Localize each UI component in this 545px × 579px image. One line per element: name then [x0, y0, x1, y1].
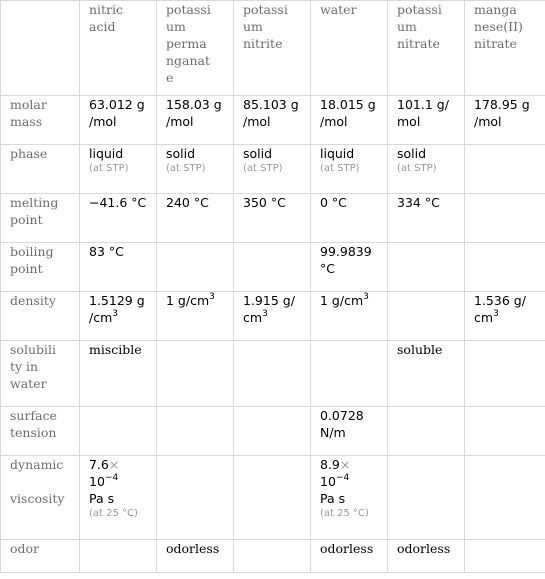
cell-phase-manganese-nitrate	[465, 145, 545, 194]
cell-solubility-water	[311, 341, 388, 407]
cell-dynamic-viscosity-water: 8.9× $10^{-4}$ Pa s (at 25 °C)	[311, 456, 388, 540]
cell-density-water: 1 $g/cm^3$	[311, 292, 388, 341]
cell-phase-potassium-nitrite: solid (at STP)	[234, 145, 311, 194]
cell-dynamic-viscosity-manganese-nitrate	[465, 456, 545, 540]
cell-odor-potassium-nitrite	[234, 540, 311, 573]
cell-molar-mass-water: 18.015 g /mol	[311, 96, 388, 145]
row-label-molar-mass: molar mass	[1, 96, 80, 145]
row-density	[1, 292, 545, 341]
cell-solubility-potassium-nitrate: soluble	[388, 341, 465, 407]
row-label-boiling-point: boiling point	[1, 243, 80, 292]
row-label-odor: odor	[1, 540, 80, 573]
cell-phase-nitric-acid: liquid (at STP)	[80, 145, 157, 194]
cell-boiling-point-potassium-permanganate	[157, 243, 234, 292]
cell-surface-tension-potassium-nitrite	[234, 407, 311, 456]
cell-melting-point-potassium-nitrate: 334 °C	[388, 194, 465, 243]
cell-melting-point-nitric-acid: −41.6 °C	[80, 194, 157, 243]
cell-dynamic-viscosity-nitric-acid: 7.6× $10^{-4}$ Pa s (at 25 °C)	[80, 456, 157, 540]
cell-surface-tension-potassium-permanganate	[157, 407, 234, 456]
row-dynamic-viscosity	[1, 456, 545, 540]
row-odor	[1, 540, 545, 573]
cell-melting-point-manganese-nitrate	[465, 194, 545, 243]
cell-molar-mass-potassium-nitrite: 85.103 g /mol	[234, 96, 311, 145]
cell-phase-potassium-nitrate: solid (at STP)	[388, 145, 465, 194]
column-header-potassium-nitrite: potassi um nitrite	[234, 1, 311, 96]
cell-density-potassium-nitrite: 1.915 g/ $cm^3$	[234, 292, 311, 341]
cell-density-potassium-nitrate	[388, 292, 465, 341]
cell-boiling-point-water: 99.9839 °C	[311, 243, 388, 292]
row-label-phase: phase	[1, 145, 80, 194]
column-header-water: water	[311, 1, 388, 96]
cell-melting-point-water: 0 °C	[311, 194, 388, 243]
row-boiling-point	[1, 243, 545, 292]
cell-solubility-potassium-nitrite	[234, 341, 311, 407]
row-solubility	[1, 341, 545, 407]
cell-surface-tension-manganese-nitrate	[465, 407, 545, 456]
row-surface-tension	[1, 407, 545, 456]
row-label-melting-point: melting point	[1, 194, 80, 243]
cell-odor-potassium-nitrate: odorless	[388, 540, 465, 573]
cell-density-potassium-permanganate: 1 $g/cm^3$	[157, 292, 234, 341]
cell-density-nitric-acid: 1.5129 g $/cm^3$	[80, 292, 157, 341]
header-row	[1, 1, 545, 96]
cell-molar-mass-potassium-permanganate: 158.03 g /mol	[157, 96, 234, 145]
column-header-potassium-nitrate: potassi um nitrate	[388, 1, 465, 96]
corner-cell	[1, 1, 80, 96]
cell-melting-point-potassium-permanganate: 240 °C	[157, 194, 234, 243]
cell-phase-water: liquid (at STP)	[311, 145, 388, 194]
cell-dynamic-viscosity-potassium-nitrate	[388, 456, 465, 540]
cell-density-manganese-nitrate: 1.536 g/ $cm^3$	[465, 292, 545, 341]
cell-odor-water: odorless	[311, 540, 388, 573]
cell-solubility-manganese-nitrate	[465, 341, 545, 407]
cell-molar-mass-potassium-nitrate: 101.1 g/ mol	[388, 96, 465, 145]
row-label-solubility: solubili ty in water	[1, 341, 80, 407]
row-melting-point	[1, 194, 545, 243]
cell-surface-tension-water: 0.0728 N/m	[311, 407, 388, 456]
column-header-potassium-permanganate: potassi um perma nganat e	[157, 1, 234, 96]
row-label-density: density	[1, 292, 80, 341]
row-phase	[1, 145, 545, 194]
column-header-manganese-nitrate: manga nese(II) nitrate	[465, 1, 545, 96]
cell-boiling-point-potassium-nitrate	[388, 243, 465, 292]
cell-odor-potassium-permanganate: odorless	[157, 540, 234, 573]
cell-molar-mass-nitric-acid: 63.012 g /mol	[80, 96, 157, 145]
cell-odor-manganese-nitrate	[465, 540, 545, 573]
column-header-nitric-acid: nitric acid	[80, 1, 157, 96]
cell-melting-point-potassium-nitrite: 350 °C	[234, 194, 311, 243]
cell-boiling-point-nitric-acid: 83 °C	[80, 243, 157, 292]
cell-molar-mass-manganese-nitrate: 178.95 g /mol	[465, 96, 545, 145]
cell-boiling-point-potassium-nitrite	[234, 243, 311, 292]
cell-solubility-potassium-permanganate	[157, 341, 234, 407]
cell-solubility-nitric-acid: miscible	[80, 341, 157, 407]
cell-dynamic-viscosity-potassium-nitrite	[234, 456, 311, 540]
cell-surface-tension-potassium-nitrate	[388, 407, 465, 456]
cell-dynamic-viscosity-potassium-permanganate	[157, 456, 234, 540]
cell-surface-tension-nitric-acid	[80, 407, 157, 456]
cell-boiling-point-manganese-nitrate	[465, 243, 545, 292]
cell-odor-nitric-acid	[80, 540, 157, 573]
row-molar-mass	[1, 96, 545, 145]
row-label-dynamic-viscosity: dynamic viscosity	[1, 456, 80, 540]
cell-phase-potassium-permanganate: solid (at STP)	[157, 145, 234, 194]
row-label-surface-tension: surface tension	[1, 407, 80, 456]
